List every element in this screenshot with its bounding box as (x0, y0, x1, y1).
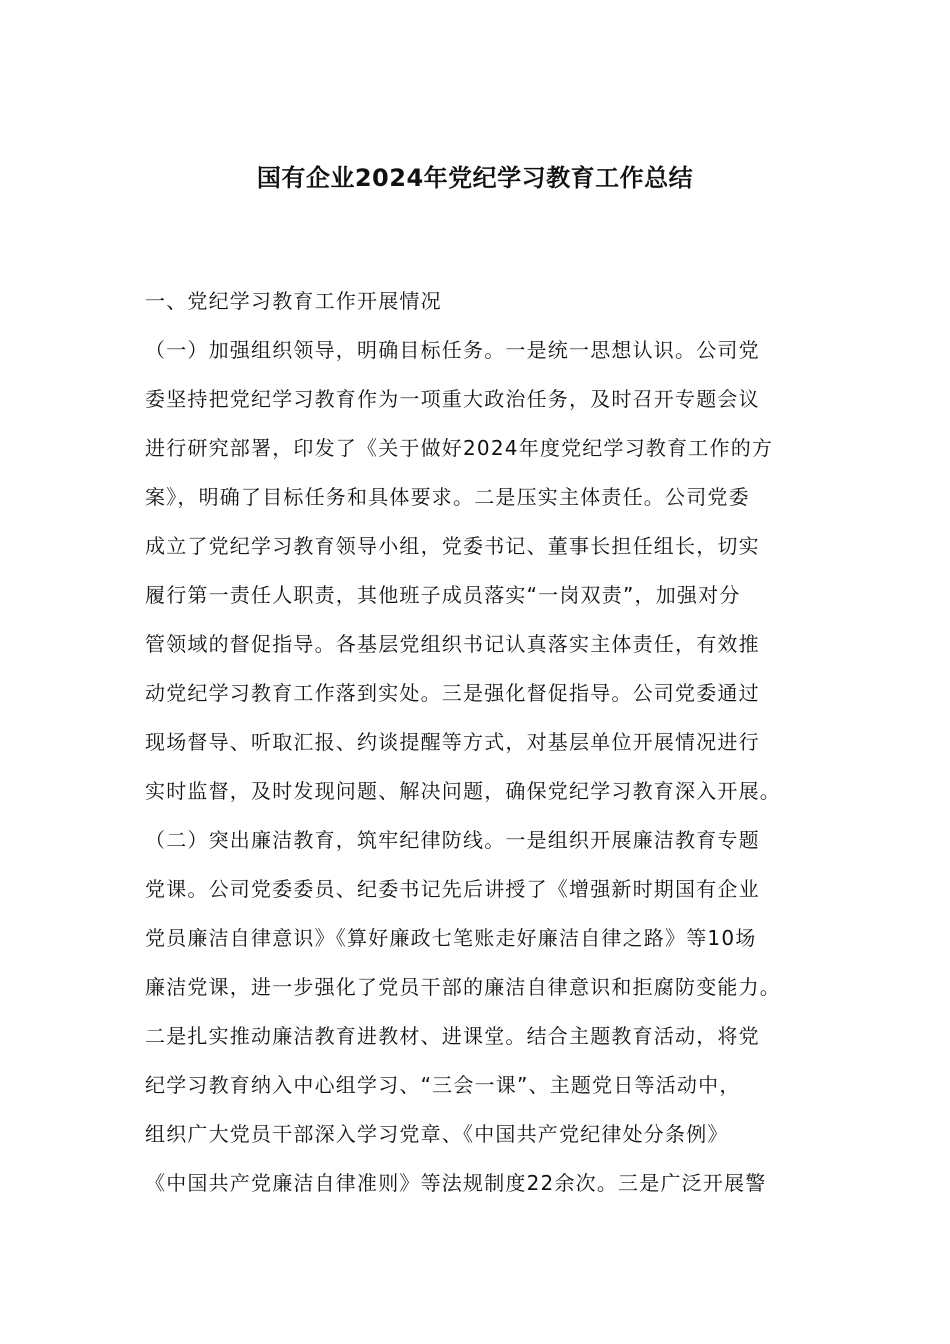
body-line: 委坚持把党纪学习教育作为一项重大政治任务，及时召开专题会议 (145, 387, 760, 411)
body-line: 党员廉洁自律意识》《算好廉政七笔账走好廉洁自律之路》等10场 (145, 926, 757, 950)
body-line: 动党纪学习教育工作落到实处。三是强化督促指导。公司党委通过 (145, 681, 760, 705)
body-line: 进行研究部署，印发了《关于做好2024年度党纪学习教育工作的方 (145, 436, 774, 460)
body-line: 管领域的督促指导。各基层党组织书记认真落实主体责任，有效推 (145, 632, 760, 656)
body-line: 党课。公司党委委员、纪委书记先后讲授了《增强新时期国有企业 (145, 877, 760, 901)
body-line: （二）突出廉洁教育，筑牢纪律防线。一是组织开展廉洁教育专题 (145, 828, 760, 852)
section-heading: 一、党纪学习教育工作开展情况 (145, 289, 442, 313)
body-line: 实时监督，及时发现问题、解决问题，确保党纪学习教育深入开展。 (145, 779, 781, 803)
body-line: 案》，明确了目标任务和具体要求。二是压实主体责任。公司党委 (145, 485, 750, 509)
document-title: 国有企业2024年党纪学习教育工作总结 (256, 164, 694, 192)
body-line: 纪学习教育纳入中心组学习、“三会一课”、主题党日等活动中， (145, 1073, 741, 1097)
body-line: 履行第一责任人职责，其他班子成员落实“一岗双责”，加强对分 (145, 583, 741, 607)
body-line: 现场督导、听取汇报、约谈提醒等方式，对基层单位开展情况进行 (145, 730, 760, 754)
body-line: 组织广大党员干部深入学习党章、《中国共产党纪律处分条例》 (145, 1122, 729, 1146)
body-line: 廉洁党课，进一步强化了党员干部的廉洁自律意识和拒腐防变能力。 (145, 975, 781, 999)
body-line: 二是扎实推动廉洁教育进教材、进课堂。结合主题教育活动，将党 (145, 1024, 760, 1048)
body-line: 《中国共产党廉洁自律准则》等法规制度22余次。三是广泛开展警 (145, 1171, 767, 1195)
body-line: （一）加强组织领导，明确目标任务。一是统一思想认识。公司党 (145, 338, 760, 362)
body-line: 成立了党纪学习教育领导小组，党委书记、董事长担任组长，切实 (145, 534, 760, 558)
document-body (145, 282, 845, 1202)
